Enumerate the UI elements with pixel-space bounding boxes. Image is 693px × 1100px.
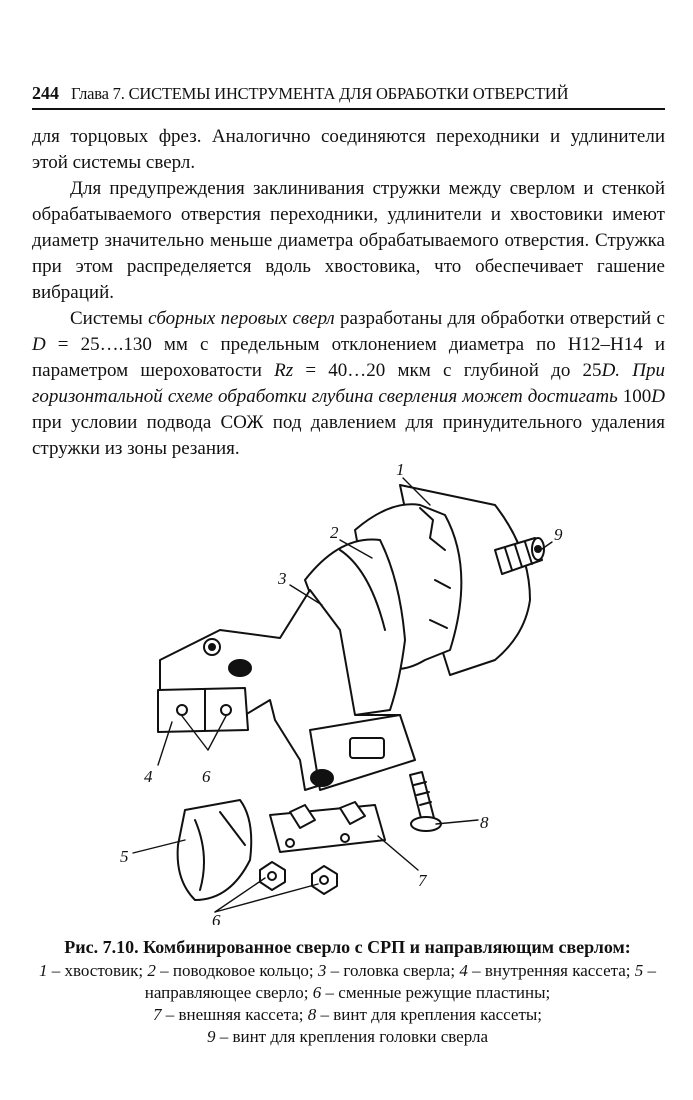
cassette-screw-part	[410, 772, 441, 831]
label-7: 7	[418, 871, 427, 890]
page-number: 244	[32, 83, 59, 103]
legend-number: 1	[38, 961, 48, 980]
p3-text: при условии подвода СОЖ под давлением для принудительного удаления стружки из зоны резания.	[32, 412, 665, 459]
legend-number: 8	[307, 1005, 317, 1024]
legend-text: – сменные режущие пластины;	[321, 983, 551, 1002]
legend-number: 9	[206, 1027, 216, 1046]
p3-emphasis-horizontal: D. При горизонтальной схеме обработки глубина сверления может достигать	[32, 360, 665, 407]
legend-text: – винт для крепления головки сверла	[215, 1027, 489, 1046]
paragraph-2: Для предупреждения заклинивания стружки между сверлом и стенкой обрабатываемого отверстия переходники, удлинители и хвостовики имеют диаметр значительно меньше диаметра обрабатываемого отверстия. Стружка при этом распределяется вдоль хвостовика, что обеспечивает гашение вибраций.	[32, 178, 665, 303]
insert-part	[260, 862, 285, 890]
figure-caption	[28, 936, 667, 1048]
p3-text: 100	[617, 386, 652, 407]
pilot-drill-part	[178, 800, 252, 900]
legend-number: 7	[152, 1005, 162, 1024]
p3-text: Системы	[70, 308, 149, 329]
p3-text: разработаны для обработки отверстий с	[334, 308, 665, 329]
legend-text: – головка сверла;	[326, 961, 460, 980]
legend-number: 2	[147, 961, 156, 980]
paragraph-1: для торцовых фрез. Аналогично соединяются переходники и удлинители этой системы сверл.	[32, 126, 665, 173]
legend-number: 5	[634, 961, 644, 980]
p3-symbol-d: D	[651, 386, 666, 407]
label-9: 9	[554, 525, 563, 544]
legend-number: 3	[317, 961, 327, 980]
p3-text: = 25….130 мм с предельным отклонением диаметра по H12–H14 и параметром шероховатости	[32, 334, 665, 381]
label-6-bottom: 6	[212, 911, 221, 925]
legend-text: – внешняя кассета;	[161, 1005, 308, 1024]
paragraph-3	[32, 306, 665, 462]
running-header	[32, 74, 665, 110]
label-2: 2	[330, 523, 339, 542]
p3-emphasis-term: сборных перовых сверл	[148, 308, 335, 329]
running-title: Глава 7. СИСТЕМЫ ИНСТРУМЕНТА ДЛЯ ОБРАБОТКИ ОТВЕРСТИЙ	[71, 84, 569, 103]
drill-assembly-drawing	[100, 460, 580, 925]
p3-text: = 40…20 мкм с глубиной до 25	[293, 360, 602, 381]
legend-text: – направляющее сверло;	[144, 961, 657, 1002]
legend-number: 6	[312, 983, 322, 1002]
legend-number: 4	[459, 961, 468, 980]
label-3: 3	[278, 569, 287, 588]
body-text	[32, 124, 665, 462]
legend-text: – внутренняя кассета;	[467, 961, 635, 980]
figure-drill-assembly	[100, 460, 580, 925]
p3-symbol-d: D	[32, 334, 46, 355]
caption-legend	[28, 960, 667, 1048]
legend-text: – хвостовик;	[47, 961, 148, 980]
label-8: 8	[480, 813, 489, 832]
label-4: 4	[144, 767, 153, 786]
label-6-top: 6	[202, 767, 211, 786]
insert-part	[312, 866, 337, 894]
outer-cassette-part	[270, 802, 385, 852]
legend-text: – винт для крепления кассеты;	[316, 1005, 543, 1024]
p3-symbol-rz: Rz	[274, 360, 294, 381]
label-5: 5	[120, 847, 129, 866]
caption-title: Рис. 7.10. Комбинированное сверло с СРП и направляющим сверлом:	[64, 937, 631, 957]
legend-text: – поводковое кольцо;	[155, 961, 318, 980]
label-1: 1	[396, 460, 405, 479]
